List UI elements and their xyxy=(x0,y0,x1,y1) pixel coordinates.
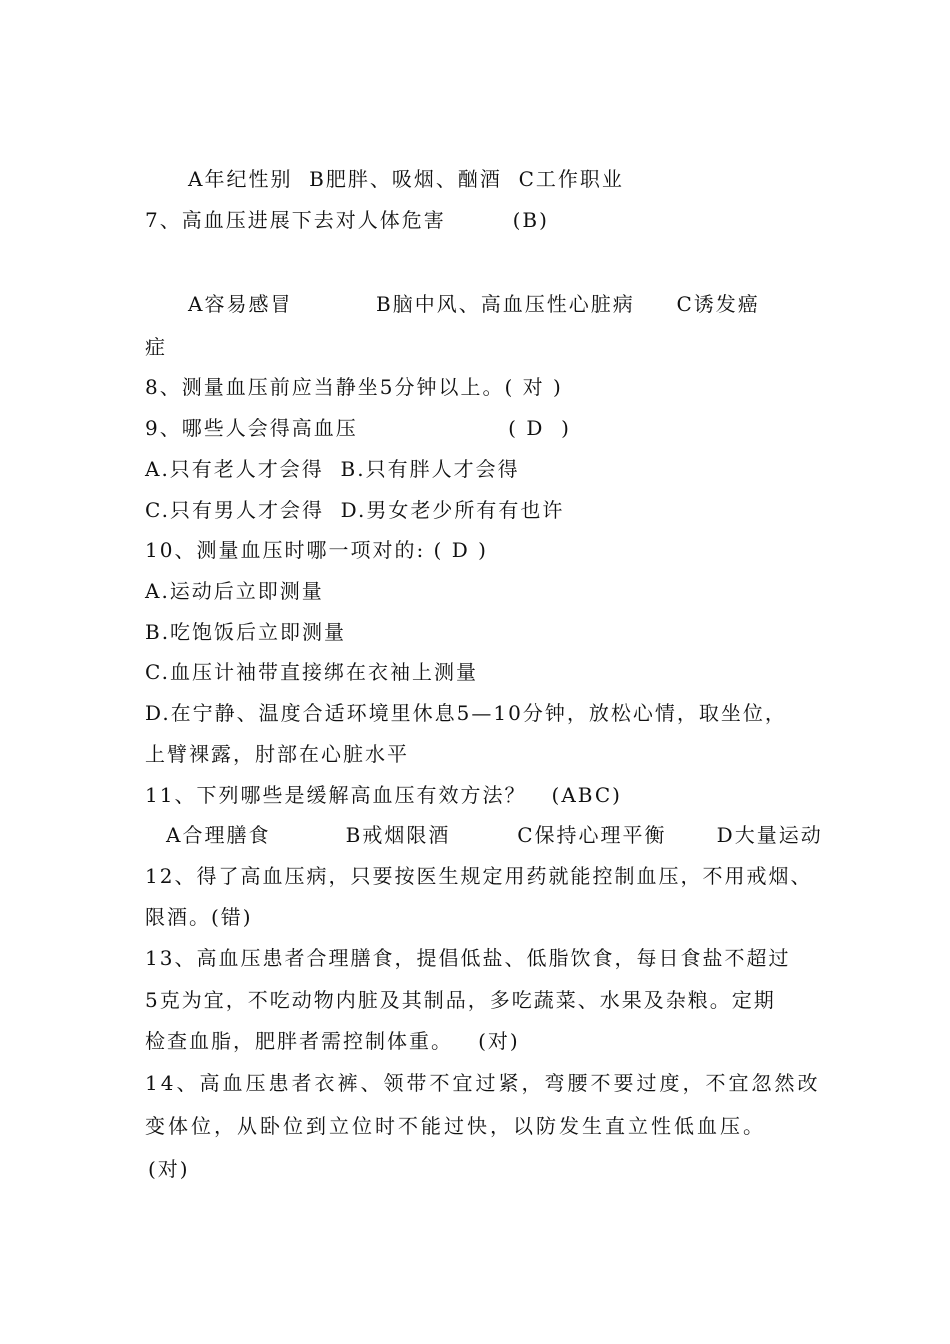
q7-options: A容易感冒 B脑中风、高血压性心脏病 C诱发癌 xyxy=(188,292,760,316)
q6-options: A年纪性别 B肥胖、吸烟、酗酒 C工作职业 xyxy=(188,167,624,191)
q10-option-c: C.血压计袖带直接绑在衣袖上测量 xyxy=(145,660,478,684)
q13-statement: 13、高血压患者合理膳食，提倡低盐、低脂饮食，每日食盐不超过 xyxy=(145,946,791,970)
q14-statement-line2: 变体位，从卧位到立位时不能过快，以防发生直立性低血压。 xyxy=(145,1114,766,1138)
q7-question: 7、高血压进展下去对人体危害 (B) xyxy=(145,208,549,232)
q10-option-a: A.运动后立即测量 xyxy=(145,579,324,603)
q11-question: 11、下列哪些是缓解高血压有效方法？ (ABC) xyxy=(145,783,622,807)
q8-statement: 8、测量血压前应当静坐5分钟以上。( 对 ) xyxy=(145,375,563,399)
q7-options-continued: 症 xyxy=(145,335,165,359)
q11-options: A合理膳食 B戒烟限酒 C保持心理平衡 D大量运动 xyxy=(166,823,823,847)
q10-option-b: B.吃饱饭后立即测量 xyxy=(145,620,347,644)
q9-options-ab: A.只有老人才会得 B.只有胖人才会得 xyxy=(145,457,520,481)
q13-statement-line2: 5克为宜，不吃动物内脏及其制品，多吃蔬菜、水果及杂粮。定期 xyxy=(145,988,776,1012)
q9-options-cd: C.只有男人才会得 D.男女老少所有有也许 xyxy=(145,498,565,522)
q12-statement-continued: 限酒。(错) xyxy=(145,905,253,929)
q12-statement: 12、得了高血压病，只要按医生规定用药就能控制血压，不用戒烟、 xyxy=(145,864,813,888)
q14-answer: (对) xyxy=(148,1157,190,1181)
q13-statement-line3: 检查血脂，肥胖者需控制体重。 (对) xyxy=(145,1029,520,1053)
q9-question: 9、哪些人会得高血压 ( D ) xyxy=(145,416,571,440)
q10-question: 10、测量血压时哪一项对的: ( D ) xyxy=(145,538,488,562)
q10-option-d: D.在宁静、温度合适环境里休息5—10分钟，放松心情，取坐位， xyxy=(145,701,787,725)
q14-statement: 14、高血压患者衣裤、领带不宜过紧，弯腰不要过度，不宜忽然改 xyxy=(145,1071,821,1095)
q10-option-d-continued: 上臂裸露，肘部在心脏水平 xyxy=(145,742,409,766)
